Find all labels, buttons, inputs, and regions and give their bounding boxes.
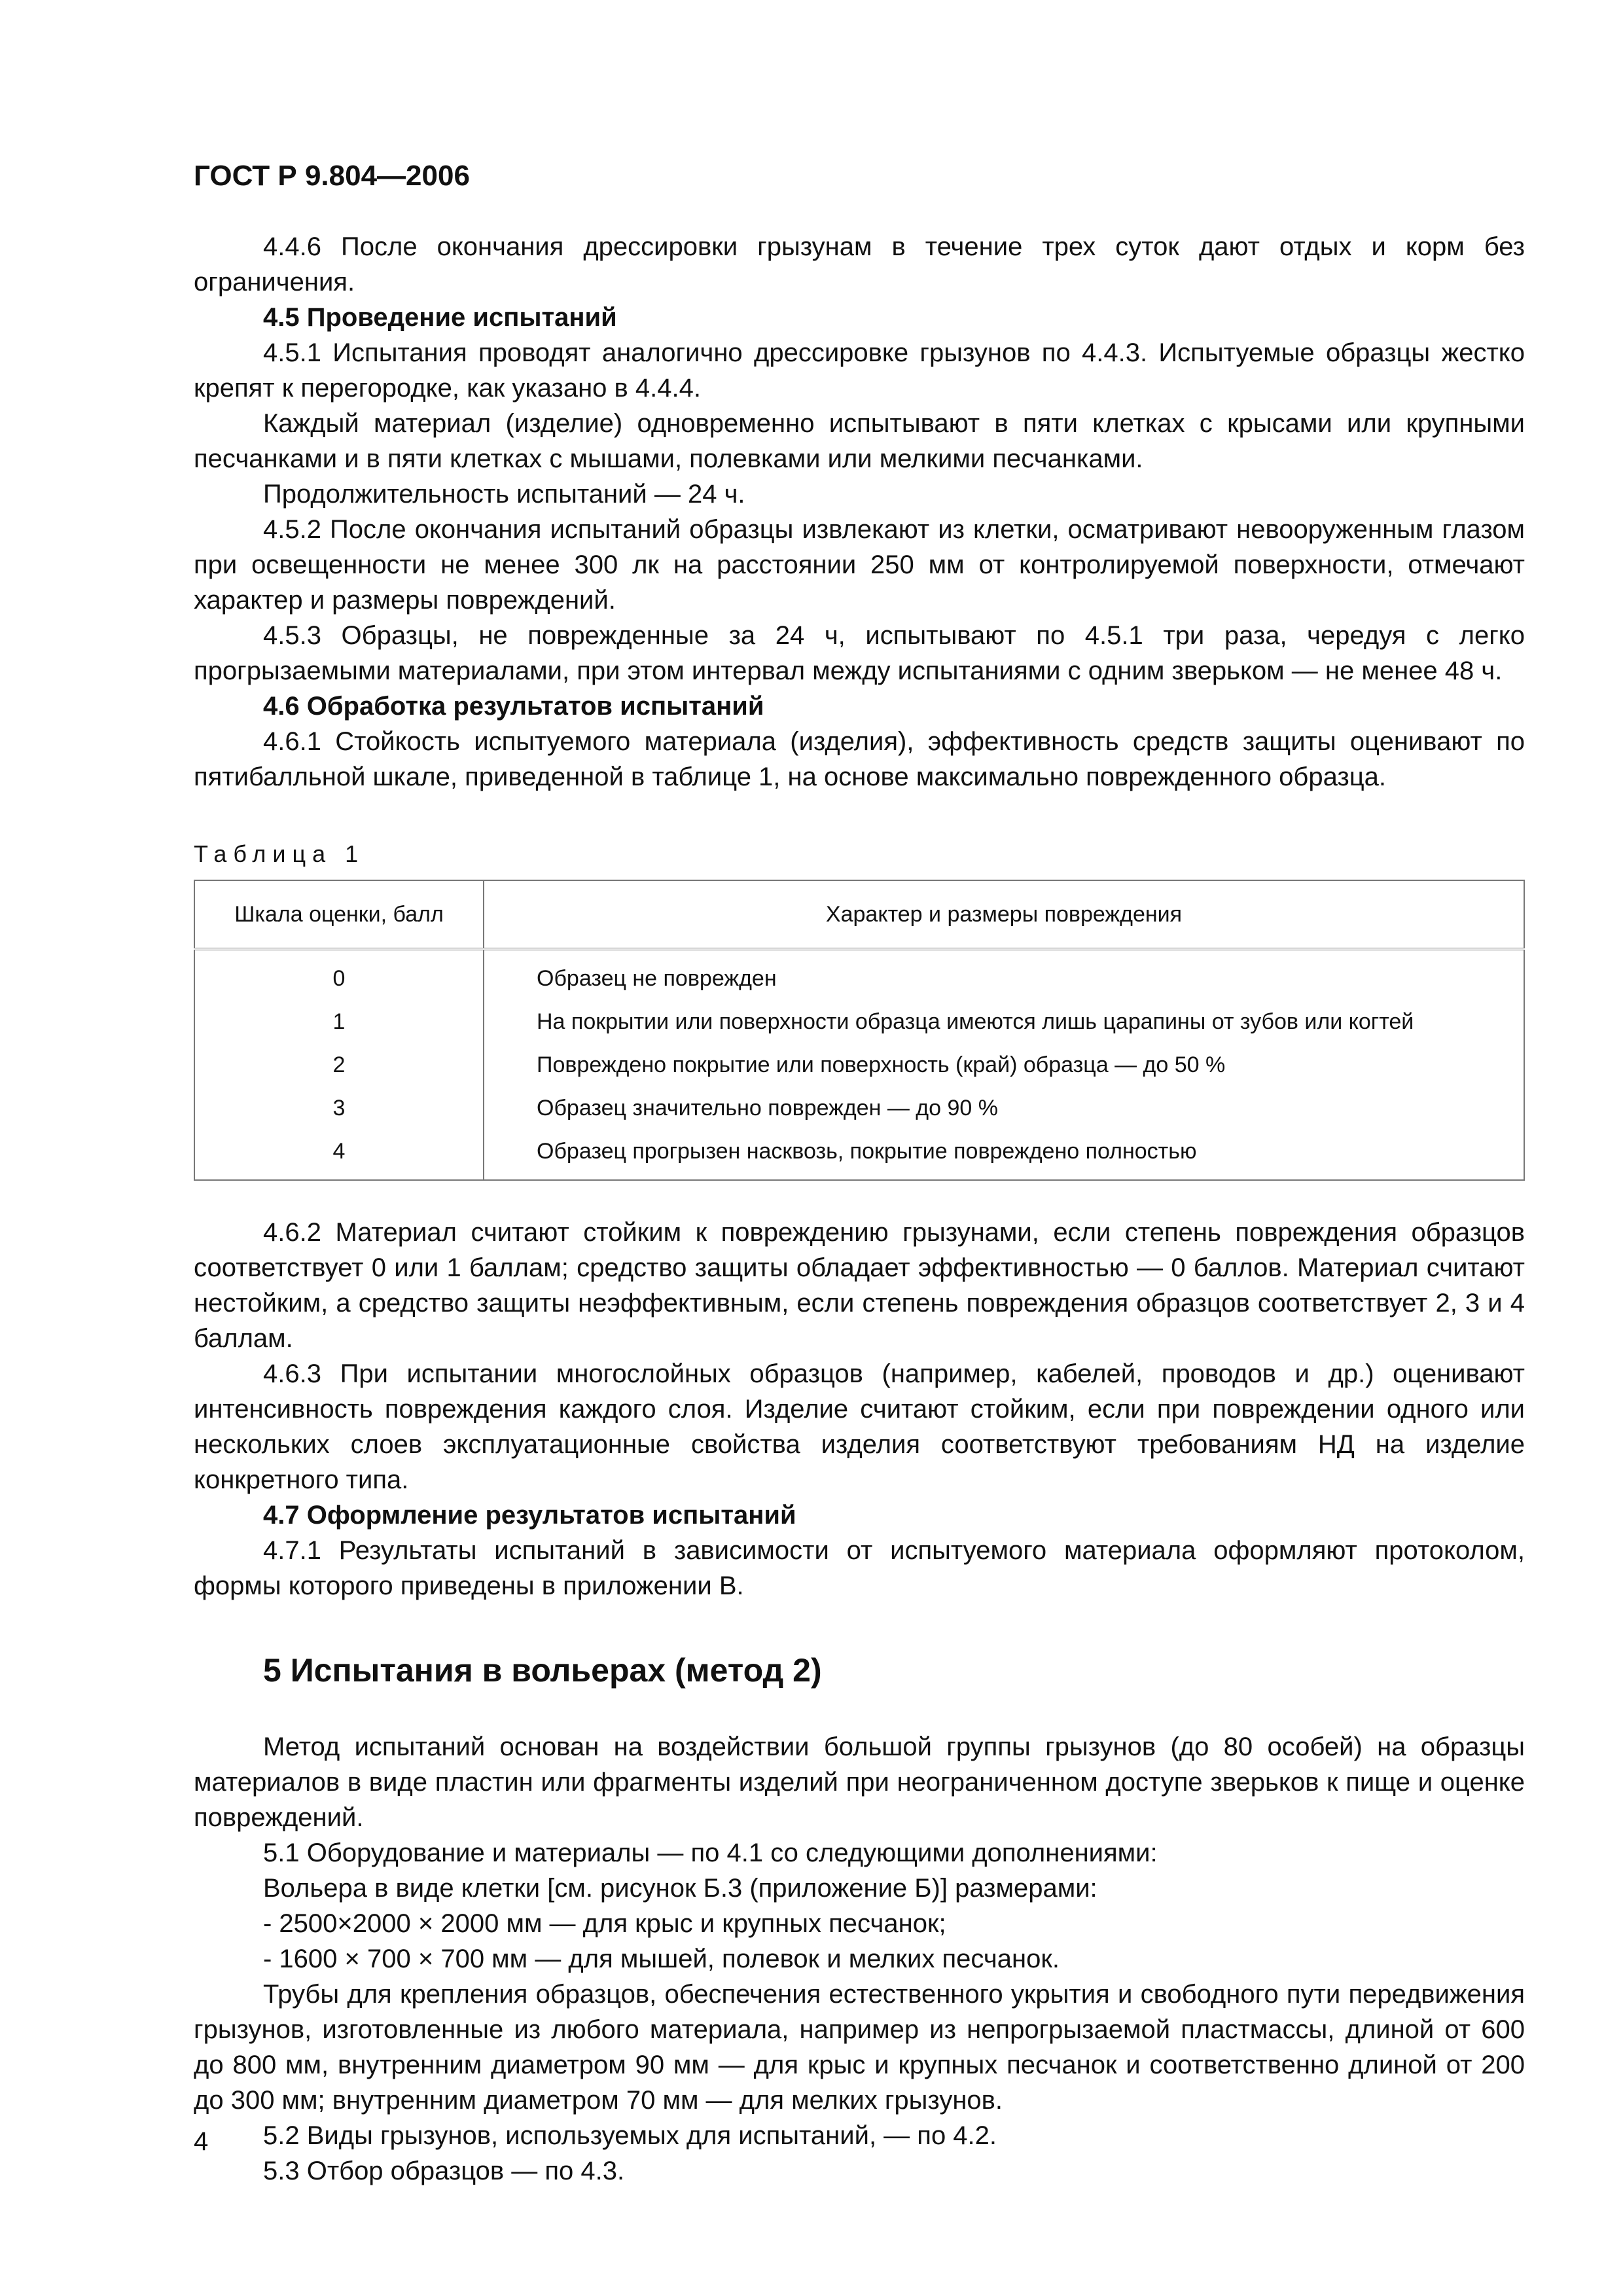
paragraph: 4.5.3 Образцы, не поврежденные за 24 ч, испытывают по 4.5.1 три раза, чередуя с легко прогрызаемыми материалами, при этом интервал между испытаниями с одним зверьком — не менее 48 ч. [194, 621, 1525, 685]
paragraph: - 2500×2000 × 2000 мм — для крыс и крупных песчанок; [263, 1909, 946, 1938]
paragraph: 4.7.1 Результаты испытаний в зависимости от испытуемого материала оформляют протоколом, формы которого приведены в приложении В. [194, 1536, 1525, 1600]
paragraph: 4.5.1 Испытания проводят аналогично дрессировке грызунов по 4.4.3. Испытуемые образцы жестко крепят к перегородке, как указано в 4.4.4. [194, 338, 1525, 403]
section-heading: 4.6 Обработка результатов испытаний [263, 692, 764, 721]
paragraph: 4.4.6 После окончания дрессировки грызунам в течение трех суток дают отдых и корм без ограничения. [194, 232, 1525, 296]
table-header-row [194, 880, 1524, 949]
paragraph: Трубы для крепления образцов, обеспечения естественного укрытия и свободного пути передвижения грызунов, изготовленные из любого материала, например из непрогрызаемой пластмассы, длиной от 600 до 800 мм, внутренним диаметром 90 мм — для крыс и крупных песчанок и соответственно длиной от 200 до 300 мм; внутренним диаметром 70 мм — для мелких грызунов. [194, 1980, 1525, 2115]
chapter-heading: 5 Испытания в вольерах (метод 2) [263, 1652, 822, 1689]
damage-cell: Повреждено покрытие или поверхность (край) образца — до 50 % [484, 1043, 1524, 1086]
text-section-a [194, 229, 1525, 795]
paragraph: 4.6.3 При испытании многослойных образцов (например, кабелей, проводов и др.) оценивают интенсивность повреждения каждого слоя. Изделие считают стойким, если при повреждении одного или нескольких слоев эксплуатационные свойства изделия соответствуют требованиям НД на изделие конкретного типа. [194, 1359, 1525, 1494]
rating-table [194, 880, 1525, 1181]
paragraph: 5.1 Оборудование и материалы — по 4.1 со следующими дополнениями: [263, 1839, 1158, 1867]
document-header: ГОСТ Р 9.804—2006 [194, 160, 470, 192]
paragraph: Каждый материал (изделие) одновременно испытывают в пяти клетках с крысами или крупными песчанками и в пяти клетках с мышами, полевками или мелкими песчанками. [194, 409, 1525, 473]
paragraph: 4.6.2 Материал считают стойким к повреждению грызунами, если степень повреждения образцов соответствует 0 или 1 баллам; средство защиты обладает эффективностью — 0 баллов. Материал считают нестойким, а средство защиты неэффективным, если степень повреждения образцов соответствует 2, 3 и 4 баллам. [194, 1218, 1525, 1353]
table-row [194, 1043, 1524, 1086]
paragraph: Вольера в виде клетки [см. рисунок Б.3 (приложение Б)] размерами: [263, 1874, 1097, 1903]
table-header-damage: Характер и размеры повреждения [484, 880, 1524, 949]
table-row [194, 1130, 1524, 1180]
damage-cell: Образец прогрызен насквозь, покрытие повреждено полностью [484, 1130, 1524, 1180]
table-row [194, 1086, 1524, 1130]
table-row [194, 1000, 1524, 1043]
score-cell: 1 [194, 1000, 484, 1043]
damage-cell: Образец не поврежден [484, 949, 1524, 1000]
section-heading: 4.7 Оформление результатов испытаний [263, 1501, 796, 1530]
section-heading: 4.5 Проведение испытаний [263, 303, 617, 332]
score-cell: 3 [194, 1086, 484, 1130]
paragraph: 4.6.1 Стойкость испытуемого материала (изделия), эффективность средств защиты оценивают по пятибалльной шкале, приведенной в таблице 1, на основе максимально поврежденного образца. [194, 727, 1525, 791]
paragraph: 4.5.2 После окончания испытаний образцы извлекают из клетки, осматривают невооруженным глазом при освещенности не менее 300 лк на расстоянии 250 мм от контролируемой поверхности, отмечают характер и размеры повреждений. [194, 515, 1525, 615]
score-cell: 2 [194, 1043, 484, 1086]
page-number: 4 [194, 2127, 209, 2156]
paragraph: Метод испытаний основан на воздействии большой группы грызунов (до 80 особей) на образцы материалов в виде пластин или фрагменты изделий при неограниченном доступе зверьков к пище и оценке повреждений. [194, 1732, 1525, 1832]
paragraph: 5.2 Виды грызунов, используемых для испытаний, — по 4.2. [263, 2121, 997, 2150]
table-caption: Таблица 1 [194, 840, 365, 867]
paragraph: 5.3 Отбор образцов — по 4.3. [263, 2157, 625, 2185]
table-header-score: Шкала оценки, балл [194, 880, 484, 949]
damage-cell: Образец значительно поврежден — до 90 % [484, 1086, 1524, 1130]
table-row [194, 949, 1524, 1000]
document-body [194, 229, 1525, 2189]
damage-cell: На покрытии или поверхности образца имеются лишь царапины от зубов или когтей [484, 1000, 1524, 1043]
paragraph: Продолжительность испытаний — 24 ч. [263, 480, 745, 509]
score-cell: 0 [194, 949, 484, 1000]
score-cell: 4 [194, 1130, 484, 1180]
text-section-b [194, 1215, 1525, 2189]
paragraph: - 1600 × 700 × 700 мм — для мышей, полевок и мелких песчанок. [263, 1945, 1060, 1973]
